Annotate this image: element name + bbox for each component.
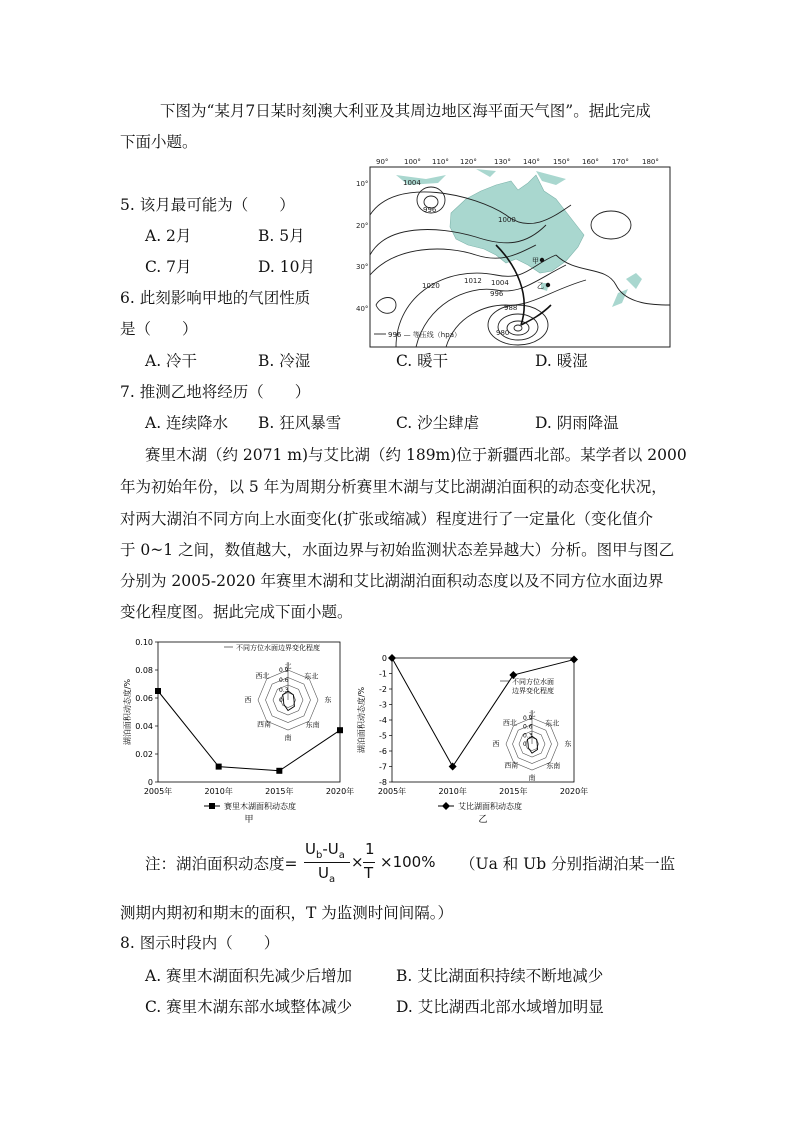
para-line-4: 于 0~1 之间，数值越大，水面边界与初始监测状态差异越大）分析。图甲与图乙 [120,541,675,559]
note-prefix: 注：湖泊面积动态度= [145,855,298,873]
lon-label: 110° [432,158,449,166]
radar-legend: 不同方位水面边界变化程度 [236,644,320,652]
q6-option-a: A. 冷干 [145,352,198,370]
point-yi [546,283,550,287]
y-tick-label: 0.06 [135,694,153,703]
formula-denominator: $U_a$ [318,864,336,885]
data-point [570,656,578,664]
para-line-3: 对两大湖泊不同方向上水面变化(扩张或缩减）程度进行了一定量化（变化值介 [120,510,654,528]
radar-scale-label: 0.9 [279,667,289,674]
radar-direction-label: 东北 [545,719,560,728]
y-tick-label: 0 [381,654,387,663]
lon-label: 90° [376,158,389,166]
y-tick-label: -3 [379,700,387,710]
q7-option-a: A. 连续降水 [145,414,229,432]
lon-label: 140° [523,158,540,166]
q6-option-c: C. 暖干 [396,352,449,370]
legend-label: 艾比湖面积动态度 [458,802,522,811]
lat-label: 40° [356,305,369,313]
q6-stem-2: 是（ ） [120,320,198,338]
isobar-label: 996 [490,290,504,298]
x-tick-label: 2005年 [377,787,407,796]
point-jia [540,258,544,262]
isobar-label: 988 [504,304,518,312]
data-point [276,768,282,774]
y-axis-label: 湖泊面积动态度/% [123,678,132,746]
formula-one: 1 [365,840,375,858]
series-line [392,658,574,770]
lat-label: 20° [356,222,369,230]
q8-option-a: A. 赛里木湖面积先减少后增加 [145,967,353,985]
map-legend: 996 — 等压线（hpa） [388,331,461,339]
q5-option-c: C. 7月 [145,258,192,276]
y-axis-label: 湖泊面积动态度/% [357,686,366,754]
y-tick-label: 0.02 [135,750,153,759]
lon-label: 130° [494,158,511,166]
radar-scale-label: 0.9 [523,715,533,722]
formula-numerator: $U_b-U_a$ [305,840,345,861]
point-jia-label: 甲 [532,257,539,265]
q8-option-c: C. 赛里木湖东部水域整体减少 [145,998,353,1016]
q6-stem-1: 6. 此刻影响甲地的气团性质 [120,289,311,307]
x-tick-label: 2020年 [559,787,589,796]
radar-direction-label: 北 [528,710,536,718]
isobar-label: 1012 [464,277,482,285]
lon-label: 170° [612,158,629,166]
isobar-label: 1020 [422,282,440,290]
q7-option-d: D. 阴雨降温 [535,414,619,432]
lon-label: 100° [404,158,421,166]
radar-chart [224,643,332,742]
radar-legend: 不同方位水面 [512,678,554,686]
legend-marker [442,802,450,810]
intro-line-2: 下面小题。 [120,133,198,151]
chart-yi [357,632,590,832]
note-explain-1: （Ua 和 Ub 分别指湖泊某一监 [460,855,676,873]
isobar-label: 996 [423,206,437,214]
chart-caption: 乙 [478,815,488,825]
lon-label: 160° [582,158,599,166]
radar-direction-label: 西 [492,740,500,748]
lon-label: 180° [642,158,659,166]
radar-direction-label: 东 [324,696,332,704]
point-yi-label: 乙 [537,282,544,290]
weather-map [356,155,672,350]
y-tick-label: -1 [379,669,387,679]
data-point [155,688,161,694]
x-tick-label: 2010年 [438,787,467,796]
y-tick-label: 0 [147,778,153,787]
lat-label: 10° [356,180,369,188]
y-tick-label: -2 [379,685,387,694]
x-tick-label: 2005年 [143,787,173,796]
q6-option-b: B. 冷湿 [258,352,311,370]
chart-caption: 甲 [244,815,254,825]
note-explain-2: 测期内期初和期末的面积，T 为监测时间间隔。） [120,904,454,922]
y-tick-label: 0.04 [135,722,153,731]
q8-option-d: D. 艾比湖西北部水域增加明显 [396,998,604,1016]
radar-direction-label: 南 [528,774,536,782]
isobar-label: 1004 [491,279,509,287]
q7-stem: 7. 推测乙地将经历（ ） [120,383,311,401]
y-tick-label: -6 [379,747,387,756]
x-tick-label: 2020年 [325,787,355,796]
lon-label: 150° [553,158,570,166]
isobar-label: 1004 [403,179,421,187]
q5-stem: 5. 该月最可能为（ ） [120,196,295,214]
radar-scale-label: 0.3 [523,732,533,740]
isobar-label: 980 [496,329,510,337]
radar-direction-label: 东北 [304,672,319,681]
formula-percent: ×100% [380,853,436,871]
radar-direction-label: 东 [564,740,572,748]
q5-option-d: D. 10月 [258,258,315,276]
y-tick-label: -8 [379,778,387,787]
q8-stem: 8. 图示时段内（ ） [120,934,280,952]
x-tick-label: 2010年 [204,787,233,796]
data-point [216,764,222,770]
radar-legend: 边界变化程度 [512,687,554,695]
para-line-2: 年为初始年份，以 5 年为周期分析赛里木湖与艾比湖湖泊面积的动态变化状况， [120,478,667,496]
q6-option-d: D. 暖湿 [535,352,588,370]
data-point [449,763,457,771]
para-line-5: 分别为 2005-2020 年赛里木湖和艾比湖湖泊面积动态度以及不同方位水面边界 [120,572,664,590]
radar-scale-label: 0 [279,697,283,704]
radar-direction-label: 西北 [502,719,517,728]
para-line-1: 赛里木湖（约 2071 m)与艾比湖（约 189m)位于新疆西北部。某学者以 2000 [145,446,687,464]
intro-line-1: 下图为“某月7日某时刻澳大利亚及其周边地区海平面天气图”。据此完成 [160,102,651,120]
radar-direction-label: 西 [244,696,252,704]
lat-label: 30° [356,263,369,271]
q8-option-b: B. 艾比湖面积持续不断地减少 [396,967,604,985]
legend-marker [209,803,215,809]
radar-direction-label: 西南 [504,761,519,770]
x-tick-label: 2015年 [265,787,294,796]
q7-option-c: C. 沙尘肆虐 [396,414,480,432]
radar-scale-label: 0.6 [279,677,289,684]
radar-scale-label: 0.6 [523,723,533,731]
data-point [388,654,396,662]
isobar-label: 1000 [498,216,516,224]
radar-direction-label: 北 [284,662,292,670]
y-tick-label: 0.10 [135,638,153,647]
y-tick-label: -5 [379,731,387,741]
radar-scale-label: 0 [523,741,527,748]
radar-chart [493,677,572,782]
formula-bar [304,862,350,863]
para-line-6: 变化程度图。据此完成下面小题。 [120,603,353,621]
x-tick-label: 2015年 [499,787,528,796]
lon-label: 120° [460,158,477,166]
radar-direction-label: 东南 [305,721,320,730]
legend-label: 赛里木湖面积动态度 [224,802,296,811]
y-tick-label: 0.08 [135,666,153,675]
radar-scale-label: 0.3 [279,687,289,694]
y-tick-label: -4 [379,716,387,725]
q7-option-b: B. 狂风暴雪 [258,414,342,432]
radar-direction-label: 东南 [546,761,561,770]
data-point [337,727,343,733]
chart-jia [118,632,358,832]
q5-option-a: A. 2月 [145,227,192,245]
q5-option-b: B. 5月 [258,227,305,245]
radar-direction-label: 西北 [255,672,270,680]
formula-times: × [351,853,364,871]
formula-t: T [364,864,374,882]
y-tick-label: -7 [379,762,387,772]
radar-direction-label: 西南 [257,720,271,729]
radar-direction-label: 南 [284,734,292,742]
formula-bar-2 [363,862,375,863]
